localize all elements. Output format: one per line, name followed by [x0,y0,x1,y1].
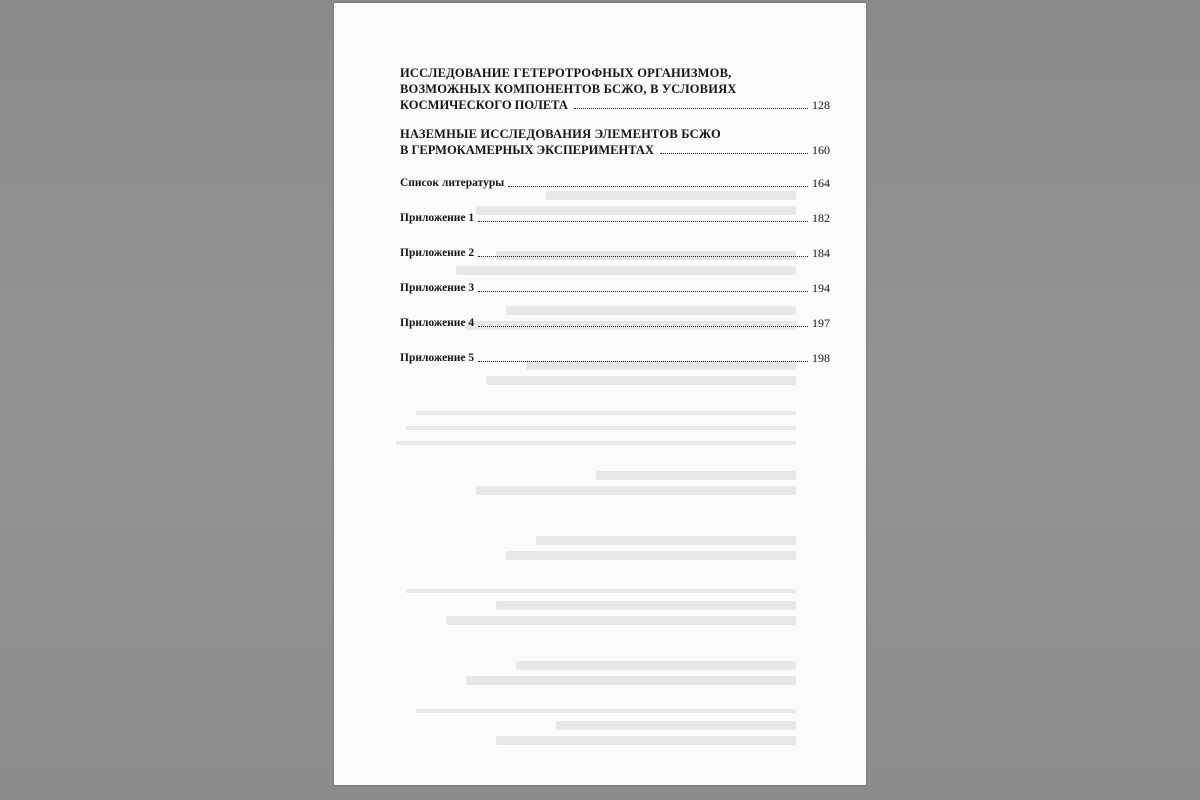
toc-entry-ground-research [400,126,830,158]
toc-page-number: 128 [812,98,830,112]
toc-entry-appendix-4 [400,315,830,331]
dot-leader [478,256,808,257]
toc-entry-line: ВОЗМОЖНЫХ КОМПОНЕНТОВ БСЖО, В УСЛОВИЯХ [400,82,737,96]
toc-entry-line: ИССЛЕДОВАНИЕ ГЕТЕРОТРОФНЫХ ОРГАНИЗМОВ, [400,66,732,80]
toc-page-number: 184 [812,246,830,260]
toc-entry-title: Приложение 2 [400,247,475,259]
toc-entry-line: В ГЕРМОКАМЕРНЫХ ЭКСПЕРИМЕНТАХ [400,143,654,157]
toc-entry-line: КОСМИЧЕСКОГО ПОЛЕТА [400,98,568,112]
toc-page-number: 198 [812,351,830,365]
table-of-contents [400,65,830,366]
toc-entry-title: Приложение 4 [400,317,475,329]
toc-entry-bibliography [400,175,830,191]
dot-leader [574,108,808,109]
dot-leader [660,153,808,154]
toc-entry-appendix-2 [400,245,830,261]
dot-leader [478,326,808,327]
toc-page-number: 197 [812,316,830,330]
toc-entry-title: Список литературы [400,177,505,189]
toc-entry-title: Приложение 5 [400,352,475,364]
toc-page-number: 194 [812,281,830,295]
toc-entry-appendix-5 [400,350,830,366]
toc-entry-line: НАЗЕМНЫЕ ИССЛЕДОВАНИЯ ЭЛЕМЕНТОВ БСЖО [400,127,721,141]
dot-leader [508,186,808,187]
dot-leader [478,291,808,292]
toc-entry-heterotrophic [400,65,830,113]
toc-page-number: 160 [812,143,830,157]
toc-entry-title: Приложение 3 [400,282,475,294]
document-page [334,3,866,785]
toc-entry-title: Приложение 1 [400,212,475,224]
toc-page-number: 182 [812,211,830,225]
dot-leader [478,221,808,222]
dot-leader [478,361,808,362]
toc-page-number: 164 [812,176,830,190]
toc-entry-appendix-1 [400,210,830,226]
toc-entry-appendix-3 [400,280,830,296]
